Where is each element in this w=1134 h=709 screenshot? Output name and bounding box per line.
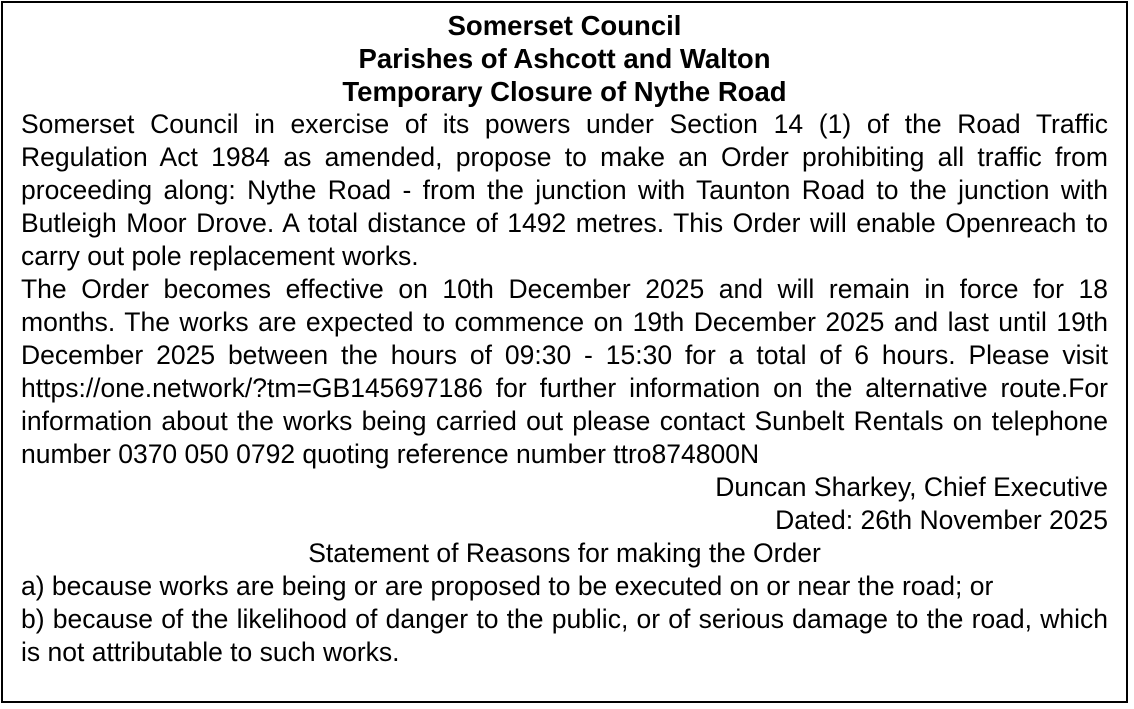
details-paragraph: The Order becomes effective on 10th December 2025 and will remain in force for 18 months. The works are expected to commence on 19th December 2025 and last until 19th December 2025 between the hours of 09:30 - 15:30 for a total of 6 hours. Please visit https://one.network/?tm=GB145697186 for further information on the alternative route.For information about the works being carried out please contact Sunbelt Rentals on telephone number 0370 050 0792 quoting reference number ttro874800N (21, 274, 1108, 469)
reasons-heading: Statement of Reasons for making the Order (308, 538, 821, 568)
public-notice (1, 1, 1128, 703)
notice-title: Temporary Closure of Nythe Road (342, 76, 787, 107)
reason-b: b) because of the likelihood of danger to the public, or of serious damage to the road, which is not attributable to such works. (21, 604, 1108, 667)
order-paragraph: Somerset Council in exercise of its powers under Section 14 (1) of the Road Traffic Regulation Act 1984 as amended, propose to make an Order prohibiting all traffic from proceeding along: Nythe Road - from the junction with Taunton Road to the junction with Butleigh Moor Drove. A total distance of 1492 metres. This Order will enable Openreach to carry out pole replacement works. (21, 109, 1108, 271)
reason-a: a) because works are being or are proposed to be executed on or near the road; or (21, 571, 994, 601)
council-heading: Somerset Council (447, 10, 682, 41)
signature-date: Dated: 26th November 2025 (775, 505, 1108, 535)
signatory-name: Duncan Sharkey, Chief Executive (715, 472, 1108, 502)
parishes-heading: Parishes of Ashcott and Walton (358, 43, 771, 74)
